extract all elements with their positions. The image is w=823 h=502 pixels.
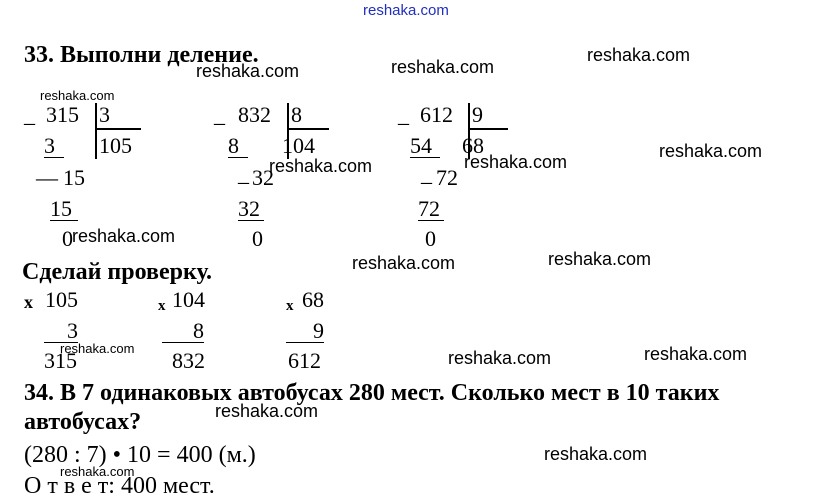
- subtrahend: 54: [410, 135, 440, 158]
- watermark: reshaka.com: [544, 444, 648, 464]
- multiply-sign: x: [24, 292, 33, 312]
- watermark: reshaka.com: [215, 401, 319, 421]
- watermark: reshaka.com: [352, 253, 456, 273]
- divisor-underline: [287, 128, 329, 130]
- watermark: reshaka.com: [391, 57, 495, 77]
- minus-sign: _: [421, 161, 432, 186]
- quotient: 104: [282, 133, 315, 158]
- factor-b: 8: [162, 320, 204, 343]
- divisor: 3: [99, 102, 110, 127]
- dividend: 612: [420, 102, 453, 127]
- subtrahend: 32: [238, 198, 264, 221]
- minus-sign: _: [238, 161, 249, 186]
- remainder: 15: [63, 165, 85, 190]
- answer-value: 400 мест.: [114, 473, 215, 499]
- watermark: reshaka.com: [269, 156, 373, 176]
- task34-line-2: автобусах?: [24, 409, 142, 435]
- subtrahend: 72: [418, 198, 444, 221]
- subtrahend: 15: [50, 198, 78, 221]
- watermark: reshaka.com: [196, 61, 300, 81]
- watermark: reshaka.com: [60, 464, 135, 479]
- check-title: Сделай проверку.: [22, 259, 213, 285]
- factor-a: 104: [172, 287, 205, 312]
- watermark: reshaka.com: [659, 141, 763, 161]
- answer-label: О т в е т:: [24, 473, 115, 499]
- top-watermark[interactable]: reshaka.com: [363, 2, 449, 19]
- divisor: 9: [472, 102, 483, 127]
- result: 0: [425, 226, 436, 251]
- divisor-underline: [468, 128, 508, 130]
- factor-a: 68: [302, 287, 324, 312]
- factor-b: 9: [286, 320, 324, 343]
- subtrahend: 3: [44, 135, 64, 158]
- factor-b: 3: [44, 320, 78, 343]
- product: 832: [172, 348, 205, 373]
- task34-solution: (280 : 7) • 10 = 400 (м.): [24, 442, 256, 468]
- factor-a: 105: [45, 287, 78, 312]
- subtrahend: 8: [228, 135, 248, 158]
- result: 0: [252, 226, 263, 251]
- quotient: 105: [99, 133, 132, 158]
- divisor-underline: [95, 128, 141, 130]
- division-bar: [95, 103, 97, 159]
- remainder: 32: [252, 165, 274, 190]
- minus-sign: _: [24, 102, 35, 127]
- product: 315: [44, 348, 77, 373]
- watermark: reshaka.com: [448, 348, 552, 368]
- minus-sign: _: [214, 102, 225, 127]
- product: 612: [288, 348, 321, 373]
- minus-sign: _: [398, 102, 409, 127]
- quotient: 68: [462, 133, 484, 158]
- remainder: 72: [436, 165, 458, 190]
- watermark: reshaka.com: [60, 341, 135, 356]
- watermark: reshaka.com: [644, 344, 748, 364]
- result: 0: [62, 226, 73, 251]
- multiply-sign: x: [286, 298, 294, 314]
- divisor: 8: [291, 102, 302, 127]
- watermark: reshaka.com: [72, 226, 176, 246]
- watermark: reshaka.com: [464, 152, 568, 172]
- task34-line-1: 34. В 7 одинаковых автобусах 280 мест. Сколько мест в 10 таких: [24, 380, 720, 406]
- watermark: reshaka.com: [40, 88, 115, 103]
- dividend: 315: [46, 102, 79, 127]
- watermark: reshaka.com: [587, 45, 691, 65]
- watermark: reshaka.com: [548, 249, 652, 269]
- dividend: 832: [238, 102, 271, 127]
- task33-title: 33. Выполни деление.: [24, 42, 259, 68]
- multiply-sign: x: [158, 298, 166, 314]
- minus-sign: —: [36, 165, 58, 190]
